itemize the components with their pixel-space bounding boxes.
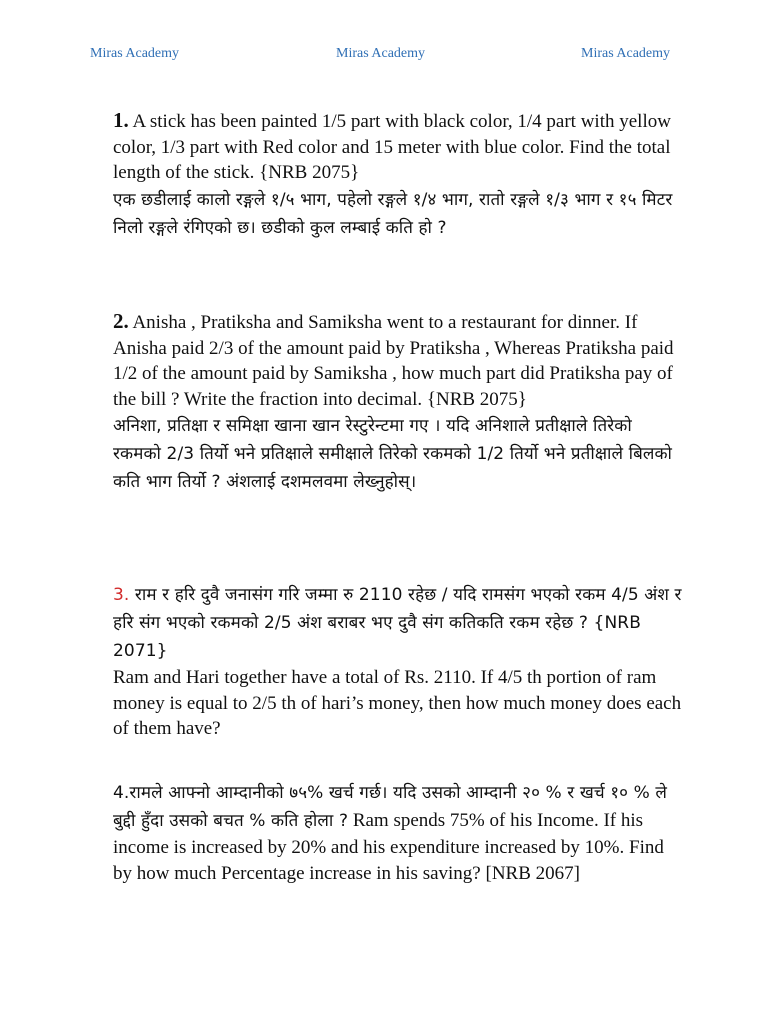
header-center-text: Miras Academy <box>336 46 426 61</box>
problem-1-number: 1. <box>113 108 129 132</box>
problem-3-nepali <box>113 581 683 665</box>
problem-4-nepali: 4.रामले आफ्नो आम्दानीको ७५% खर्च गर्छ। यदि उसको आम्दानी २० % र खर्च १० % ले बुद्दी हुँदा उसको बचत % कति होला ? <box>113 783 667 831</box>
problem-1-english-text: A stick has been painted 1/5 part with black color, 1/4 part with yellow color, 1/3 part with Red color and 15 meter with blue color. Find the total length of the stick. {NRB 2075} <box>113 111 671 183</box>
page-header <box>0 46 768 66</box>
problem-1-nepali: एक छडीलाई कालो रङ्गले १/५ भाग, पहेलो रङ्गले १/४ भाग, रातो रङ्गले १/३ भाग र १५ मिटर निलो रङ्गले रंगिएको छ। छडीको कुल लम्बाई कति हो ? <box>113 189 673 238</box>
problem-3 <box>113 581 683 742</box>
problem-1-english <box>113 108 683 186</box>
problem-4 <box>113 779 683 886</box>
header-left-text: Miras Academy <box>90 46 180 61</box>
problem-2-english-text: Anisha , Pratiksha and Samiksha went to a restaurant for dinner. If Anisha paid 2/3 of the amount paid by Pratiksha , Whereas Pratiksha paid 1/2 of the amount paid by Samiksha , how much part did Pratiksha pay of the bill ? Write the fraction into decimal. {NRB 2075} <box>113 312 674 410</box>
problem-2-number: 2. <box>113 309 129 333</box>
problem-2 <box>113 309 683 496</box>
problem-3-english: Ram and Hari together have a total of Rs. 2110. If 4/5 th portion of ram money is equal to 2/5 th of hari’s money, then how much money does each of them have? <box>113 667 682 739</box>
problem-2-english <box>113 309 683 412</box>
problem-3-number: 3. <box>113 585 130 605</box>
problem-1 <box>113 108 683 242</box>
problem-3-nepali-text: राम र हरि दुवै जनासंग गरि जम्मा रु 2110 रहेछ / यदि रामसंग भएको रकम 4/5 अंश र हरि संग भएको रकमको 2/5 अंश बराबर भए दुवै संग कतिकति रकम रहेछ ? {NRB 2071} <box>113 585 682 661</box>
header-right-text: Miras Academy <box>581 46 671 61</box>
problem-4-text <box>113 779 683 886</box>
problem-2-nepali: अनिशा, प्रतिक्षा र समिक्षा खाना खान रेस्टुरेन्टमा गए । यदि अनिशाले प्रतीक्षाले तिरेको रकमको 2/3 तिर्यो भने प्रतिक्षाले समीक्षाले तिरेको रकमको 1/2 तिर्यो भने प्रतीक्षाले बिलको कति भाग तिर्यो ? अंशलाई दशमलवमा लेख्नुहोस्। <box>113 416 673 492</box>
problem-4-english: Ram spends 75% of his Income. If his income is increased by 20% and his expenditure increased by 10%. Find by how much Percentage increase in his saving? [NRB 2067] <box>113 810 664 884</box>
